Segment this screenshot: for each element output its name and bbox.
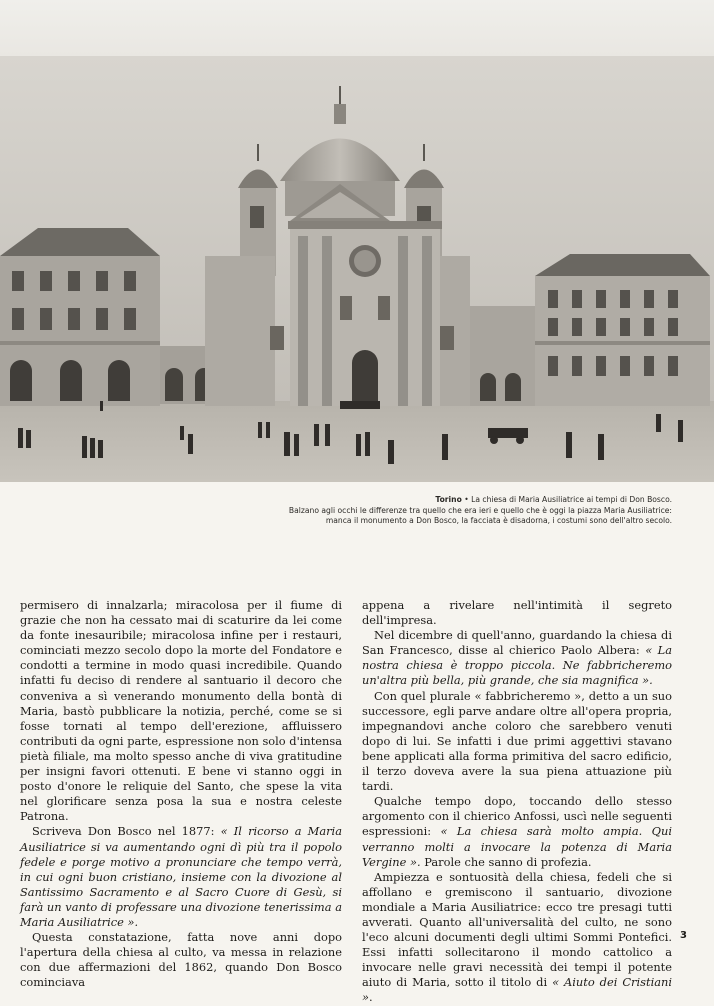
caption-line-3: manca il monumento a Don Bosco, la facciata è disadorna, i costumi sono dell'altro secolo. <box>325 516 672 526</box>
right-paragraph-3: Con quel plurale « fabbricheremo », detto a un suo successore, egli parve andare oltre all'opera propria, impegnandovi anche coloro che sarebbero venuti dopo di lui. Se infatti i due primi aggettivi stavano bene applicati alla forma primitiva del sacro edificio, il terzo doveva avere la sua piena attuazione più tardi. <box>362 688 672 794</box>
right-paragraph-1: appena a rivelare nell'intimità il segreto dell'impresa. <box>362 598 672 628</box>
right-paragraph-2-text: Nel dicembre di quell'anno, guardando la chiesa di San Francesco, disse al chierico Paolo Albera: <box>362 628 672 658</box>
church-engraving-image <box>0 56 714 482</box>
left-paragraph-2-text: Scriveva Don Bosco nel 1877: <box>32 824 221 839</box>
right-paragraph-4 <box>362 794 672 869</box>
right-paragraph-5-end: . <box>368 990 373 1005</box>
caption-separator: • <box>461 495 472 504</box>
right-paragraph-4-end: Parole che sanno di profezia. <box>420 854 592 869</box>
image-caption <box>220 495 672 527</box>
right-paragraph-2 <box>362 628 672 688</box>
left-paragraph-2-quote: « Il ricorso a Maria Ausiliatrice si va aumentando ogni dì più tra il popolo fedele e porge motivo a pronunciare che tempo verrà, in cui ogni buon cristiano, insieme con la divozione al Santissimo Sacramento e al Sacro Cuore di Gesù, si farà un vanto di professare una divozione tenerissima a Maria Ausiliatrice ». <box>20 824 342 929</box>
caption-line-1: La chiesa di Maria Ausiliatrice ai tempi di Don Bosco. <box>471 495 672 504</box>
right-paragraph-2-quote: « La nostra chiesa è troppo piccola. Ne fabbricheremo un'altra più bella, più grande, che sia magnifica ». <box>362 643 673 688</box>
right-text-column <box>362 598 672 1006</box>
caption-line-2: Balzano agli occhi le differenze tra quello che era ieri e quello che è oggi la piazza Maria Ausiliatrice: <box>288 505 672 515</box>
page-number: 3 <box>680 930 687 941</box>
left-paragraph-1: permisero di innalzarla; miracolosa per il fiume di grazie che non ha cessato mai di scaturire da lei come da fonte inesauribile; miracolosa infine per i restauri, cominciati mezzo secolo dopo la morte del Fondatore e condotti a termine in modo quasi incredibile. Quando infatti fu deciso di rendere al santuario il decoro che conveniva a sì venerando monumento della bontà di Maria, bastò pubblicare la notizia, perché, come se si fosse tornati al tempo dell'erezione, affluissero contributi da ogni parte, espressione non solo d'intensa pietà filiale, ma molto spesso anche di viva gratitudine per insigni favori ottenuti. E bene vi stanno oggi in posto d'onore le reliquie del Santo, che spese la vita nel glorificare senza posa la sua e nostra celeste Patrona. <box>20 598 342 824</box>
right-paragraph-5-text: Ampiezza e sontuosità della chiesa, fedeli che si affollano e gremiscono il santuario, divozione mondiale a Maria Ausiliatrice: ecco tre presagi tutti avverati. Quanto all'universalità del culto, ne sono l'eco alcuni documenti degli ultimi Sommi Pontefici. Essi infatti sollecitarono il mondo cattolico a invocare nelle gravi necessità dei tempi il potente aiuto di Maria, sotto il titolo di <box>362 869 672 990</box>
left-paragraph-2 <box>20 824 342 930</box>
page-top-margin <box>0 0 714 56</box>
right-paragraph-5 <box>362 870 672 1006</box>
caption-first-line <box>220 495 672 506</box>
right-paragraph-4-quote: « La chiesa sarà molto ampia. Qui verranno molti a invocare la potenza di Maria Vergine ». <box>362 824 672 869</box>
caption-title: Torino <box>435 495 462 504</box>
right-paragraph-4-text: Qualche tempo dopo, toccando dello stesso argomento con il chierico Anfossi, uscì nelle seguenti espressioni: <box>362 794 672 839</box>
left-text-column <box>20 598 342 990</box>
right-paragraph-5-quote: « Aiuto dei Cristiani » <box>362 975 672 1005</box>
left-paragraph-3: Questa constatazione, fatta nove anni dopo l'apertura della chiesa al culto, va messa in relazione con due affermazioni del 1862, quando Don Bosco cominciava <box>20 930 342 990</box>
